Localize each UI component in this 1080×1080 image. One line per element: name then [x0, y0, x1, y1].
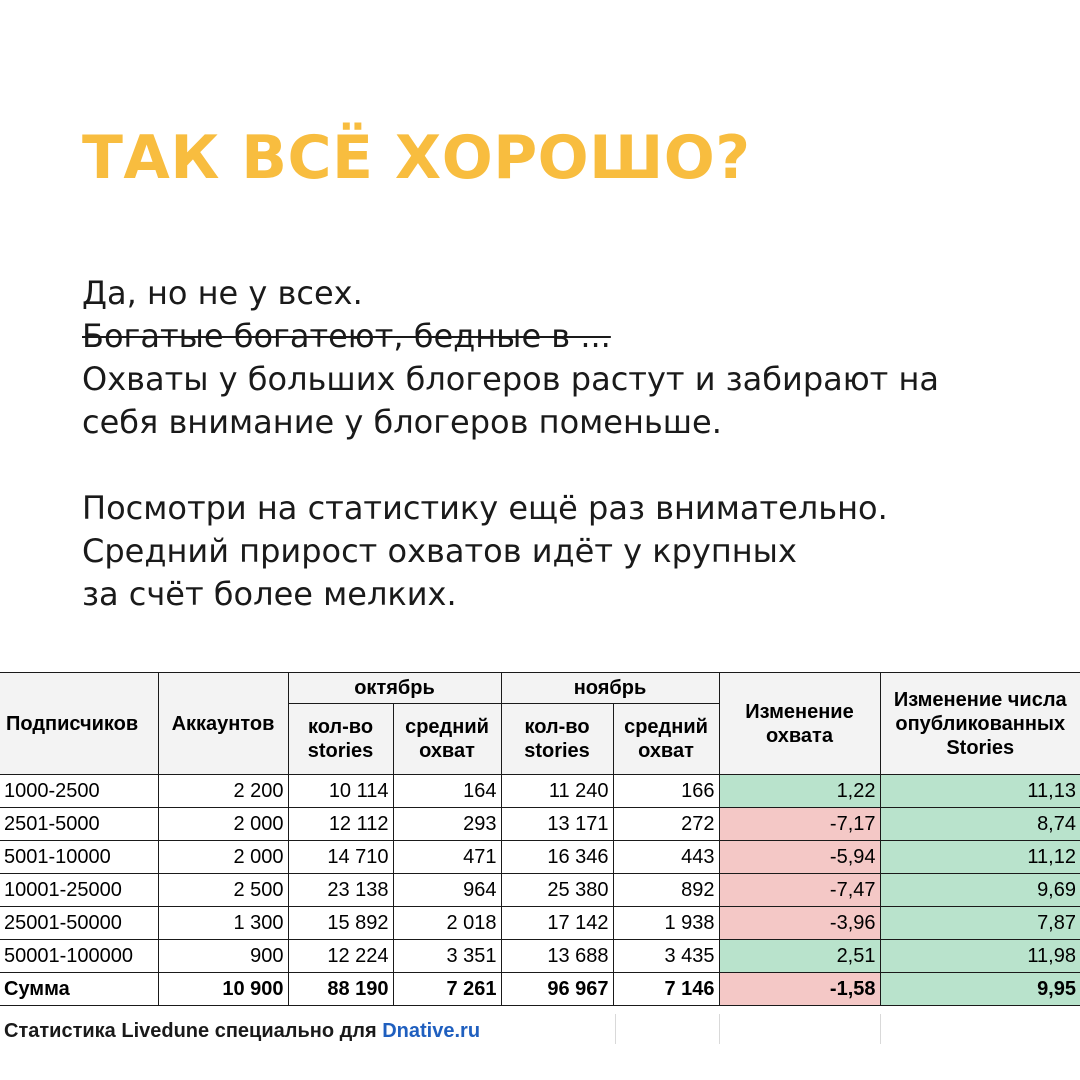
cell-stories-change: 11,98 — [880, 940, 1080, 973]
cell-reach-change: -7,17 — [719, 808, 880, 841]
source-link[interactable]: Dnative.ru — [382, 1020, 481, 1042]
table-row — [0, 874, 1080, 907]
cell-stories-change: 7,87 — [880, 907, 1080, 940]
cell-reach-change: 1,22 — [719, 775, 880, 808]
cell-accounts: 900 — [158, 940, 288, 973]
cell-nov-stories: 13 171 — [501, 808, 613, 841]
body-line: Да, но не у всех. — [82, 274, 363, 312]
cell-accounts: 2 200 — [158, 775, 288, 808]
grid-divider — [615, 1014, 616, 1044]
table-row — [0, 841, 1080, 874]
header-subscribers: Подписчиков — [0, 673, 158, 775]
cell-nov-stories: 11 240 — [501, 775, 613, 808]
cell-total-stories-change: 9,95 — [880, 973, 1080, 1006]
cell-total-nov-stories: 96 967 — [501, 973, 613, 1006]
statistics-table — [0, 672, 1080, 1006]
cell-oct-reach: 3 351 — [393, 940, 501, 973]
cell-total-accounts: 10 900 — [158, 973, 288, 1006]
body-line: Средний прирост охватов идёт у крупных — [82, 532, 797, 570]
strikethrough-line: Богатые богатеют, бедные в ... — [82, 317, 611, 355]
cell-reach-change: -3,96 — [719, 907, 880, 940]
cell-reach-change: -7,47 — [719, 874, 880, 907]
total-row — [0, 973, 1080, 1006]
source-caption — [4, 1020, 480, 1043]
cell-oct-reach: 471 — [393, 841, 501, 874]
cell-nov-reach: 166 — [613, 775, 719, 808]
cell-oct-reach: 293 — [393, 808, 501, 841]
cell-range: 10001-25000 — [0, 874, 158, 907]
cell-accounts: 1 300 — [158, 907, 288, 940]
header-nov-stories: кол-во stories — [501, 704, 613, 775]
header-accounts: Аккаунтов — [158, 673, 288, 775]
cell-stories-change: 8,74 — [880, 808, 1080, 841]
cell-total-reach-change: -1,58 — [719, 973, 880, 1006]
grid-divider — [880, 1014, 881, 1044]
table-row — [0, 940, 1080, 973]
body-line: Посмотри на статистику ещё раз внимательно. — [82, 489, 888, 527]
cell-stories-change: 9,69 — [880, 874, 1080, 907]
paragraph-gap — [82, 444, 1042, 487]
header-october: октябрь — [288, 673, 501, 704]
table-row — [0, 808, 1080, 841]
cell-nov-reach: 1 938 — [613, 907, 719, 940]
table-row — [0, 907, 1080, 940]
cell-nov-stories: 17 142 — [501, 907, 613, 940]
cell-reach-change: 2,51 — [719, 940, 880, 973]
header-oct-stories: кол-во stories — [288, 704, 393, 775]
header-oct-reach: средний охват — [393, 704, 501, 775]
cell-oct-stories: 12 224 — [288, 940, 393, 973]
cell-oct-stories: 15 892 — [288, 907, 393, 940]
cell-accounts: 2 000 — [158, 841, 288, 874]
cell-oct-reach: 2 018 — [393, 907, 501, 940]
cell-nov-reach: 3 435 — [613, 940, 719, 973]
table-row — [0, 775, 1080, 808]
cell-total-nov-reach: 7 146 — [613, 973, 719, 1006]
cell-range: 25001-50000 — [0, 907, 158, 940]
body-line: себя внимание у блогеров поменьше. — [82, 403, 722, 441]
header-november: ноябрь — [501, 673, 719, 704]
cell-range: 1000-2500 — [0, 775, 158, 808]
cell-nov-reach: 272 — [613, 808, 719, 841]
header-stories-change: Изменение числа опубликованных Stories — [880, 673, 1080, 775]
cell-total-label: Сумма — [0, 973, 158, 1006]
page-title: ТАК ВСЁ ХОРОШО? — [82, 123, 751, 193]
cell-oct-reach: 964 — [393, 874, 501, 907]
header-nov-reach: средний охват — [613, 704, 719, 775]
cell-range: 2501-5000 — [0, 808, 158, 841]
cell-oct-stories: 14 710 — [288, 841, 393, 874]
cell-oct-stories: 12 112 — [288, 808, 393, 841]
cell-total-oct-reach: 7 261 — [393, 973, 501, 1006]
cell-range: 5001-10000 — [0, 841, 158, 874]
body-line: за счёт более мелких. — [82, 575, 457, 613]
cell-total-oct-stories: 88 190 — [288, 973, 393, 1006]
cell-accounts: 2 500 — [158, 874, 288, 907]
cell-stories-change: 11,12 — [880, 841, 1080, 874]
cell-range: 50001-100000 — [0, 940, 158, 973]
source-caption-text: Статистика Livedune специально для — [4, 1020, 383, 1042]
cell-oct-stories: 10 114 — [288, 775, 393, 808]
cell-nov-reach: 443 — [613, 841, 719, 874]
cell-nov-reach: 892 — [613, 874, 719, 907]
cell-accounts: 2 000 — [158, 808, 288, 841]
body-line: Охваты у больших блогеров растут и забирают на — [82, 360, 940, 398]
cell-oct-stories: 23 138 — [288, 874, 393, 907]
grid-divider — [719, 1014, 720, 1044]
cell-nov-stories: 16 346 — [501, 841, 613, 874]
cell-nov-stories: 25 380 — [501, 874, 613, 907]
cell-oct-reach: 164 — [393, 775, 501, 808]
body-text — [82, 272, 1042, 616]
cell-reach-change: -5,94 — [719, 841, 880, 874]
header-reach-change: Изменение охвата — [719, 673, 880, 775]
cell-stories-change: 11,13 — [880, 775, 1080, 808]
cell-nov-stories: 13 688 — [501, 940, 613, 973]
